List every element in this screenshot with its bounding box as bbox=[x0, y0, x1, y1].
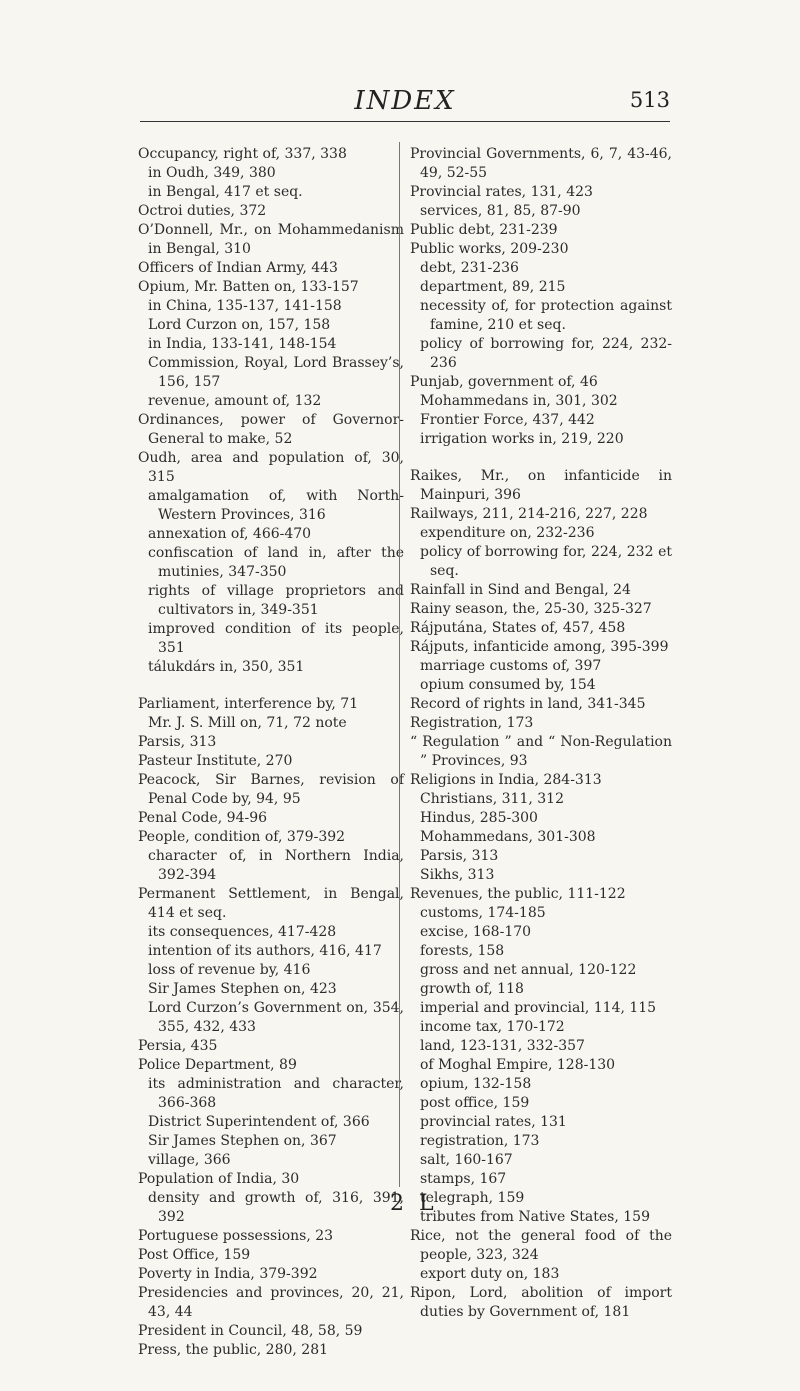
index-subentry: Sir James Stephen on, 423 bbox=[148, 981, 337, 997]
index-entry: Opium, Mr. Batten on, 133-157 bbox=[138, 279, 359, 295]
index-subentry: its administration and character, 366-368 bbox=[148, 1076, 404, 1111]
index-subentry: forests, 158 bbox=[420, 943, 505, 959]
index-subentry: in Bengal, 417 et seq. bbox=[148, 184, 303, 200]
index-entry: President in Council, 48, 58, 59 bbox=[138, 1323, 363, 1339]
index-entry: Occupancy, right of, 337, 338 bbox=[138, 146, 347, 162]
index-entry: Ripon, Lord, abolition of import duties by Government of, 181 bbox=[410, 1285, 672, 1320]
index-subentry: Sir James Stephen on, 367 bbox=[148, 1133, 337, 1149]
index-entry: Revenues, the public, 111-122 bbox=[410, 886, 626, 902]
signature-mark: 2 L bbox=[390, 1191, 438, 1216]
index-entry: People, condition of, 379-392 bbox=[138, 829, 346, 845]
index-subentry: opium consumed by, 154 bbox=[420, 677, 596, 693]
index-subentry: in China, 135-137, 141-158 bbox=[148, 298, 342, 314]
index-entry: Post Office, 159 bbox=[138, 1247, 251, 1263]
index-subentry: policy of borrowing for, 224, 232 et seq. bbox=[420, 544, 672, 579]
index-subentry: improved condition of its people, 351 bbox=[148, 621, 404, 656]
index-column-left bbox=[138, 145, 404, 1360]
index-entry: Peacock, Sir Barnes, revision of Penal Code by, 94, 95 bbox=[138, 772, 404, 807]
index-entry: Poverty in India, 379-392 bbox=[138, 1266, 318, 1282]
index-entry: Oudh, area and population of, 30, 315 bbox=[138, 450, 404, 485]
index-entry: Penal Code, 94-96 bbox=[138, 810, 268, 826]
index-entry: Rainy season, the, 25-30, 325-327 bbox=[410, 601, 652, 617]
index-subentry: opium, 132-158 bbox=[420, 1076, 532, 1092]
index-subentry: Mr. J. S. Mill on, 71, 72 note bbox=[148, 715, 347, 731]
index-subentry: tributes from Native States, 159 bbox=[420, 1209, 650, 1225]
index-entry: Public works, 209-230 bbox=[410, 241, 569, 257]
index-subentry: its consequences, 417-428 bbox=[148, 924, 337, 940]
index-subentry: provincial rates, 131 bbox=[420, 1114, 567, 1130]
index-subentry: customs, 174-185 bbox=[420, 905, 546, 921]
index-entry: O’Donnell, Mr., on Mohammedanism in Bengal, 310 bbox=[138, 222, 404, 257]
index-subentry: stamps, 167 bbox=[420, 1171, 507, 1187]
page-title: INDEX bbox=[354, 86, 456, 116]
index-subentry: land, 123-131, 332-357 bbox=[420, 1038, 585, 1054]
index-entry: Officers of Indian Army, 443 bbox=[138, 260, 338, 276]
index-subentry: rights of village proprietors and cultivators in, 349-351 bbox=[148, 583, 404, 618]
index-subentry: Mohammedans in, 301, 302 bbox=[420, 393, 618, 409]
index-entry: Railways, 211, 214-216, 227, 228 bbox=[410, 506, 648, 522]
index-entry: Rájputána, States of, 457, 458 bbox=[410, 620, 626, 636]
index-subentry: necessity of, for protection against famine, 210 et seq. bbox=[420, 298, 672, 333]
index-entry: Public debt, 231-239 bbox=[410, 222, 558, 238]
index-subentry: growth of, 118 bbox=[420, 981, 524, 997]
index-entry: Octroi duties, 372 bbox=[138, 203, 267, 219]
index-entry: Pasteur Institute, 270 bbox=[138, 753, 293, 769]
index-column-right bbox=[410, 145, 672, 1322]
index-subentry: in Oudh, 349, 380 bbox=[148, 165, 276, 181]
index-subentry: character of, in Northern India, 392-394 bbox=[148, 848, 404, 883]
index-subentry: policy of borrowing for, 224, 232-236 bbox=[420, 336, 672, 371]
index-subentry: debt, 231-236 bbox=[420, 260, 519, 276]
index-entry: Parliament, interference by, 71 bbox=[138, 696, 359, 712]
index-subentry: irrigation works in, 219, 220 bbox=[420, 431, 624, 447]
index-subentry: income tax, 170-172 bbox=[420, 1019, 565, 1035]
index-subentry: village, 366 bbox=[148, 1152, 231, 1168]
index-subentry: telegraph, 159 bbox=[420, 1190, 525, 1206]
index-entry: Provincial Governments, 6, 7, 43-46, 49, 52-55 bbox=[410, 146, 672, 181]
index-subentry: tálukdárs in, 350, 351 bbox=[148, 659, 305, 675]
column-divider bbox=[399, 142, 400, 1187]
index-subentry: annexation of, 466-470 bbox=[148, 526, 312, 542]
index-subentry: gross and net annual, 120-122 bbox=[420, 962, 637, 978]
index-entry: Raikes, Mr., on infanticide in Mainpuri, 396 bbox=[410, 468, 672, 503]
index-subentry: Lord Curzon’s Government on, 354, 355, 432, 433 bbox=[148, 1000, 404, 1035]
index-entry: Parsis, 313 bbox=[138, 734, 217, 750]
index-subentry: post office, 159 bbox=[420, 1095, 530, 1111]
index-subentry: District Superintendent of, 366 bbox=[148, 1114, 370, 1130]
index-entry: Ordinances, power of Governor-General to make, 52 bbox=[138, 412, 404, 447]
page-number: 513 bbox=[629, 88, 670, 112]
index-subentry: Parsis, 313 bbox=[420, 848, 499, 864]
index-subentry: amalgamation of, with North-Western Provinces, 316 bbox=[148, 488, 404, 523]
index-entry: Record of rights in land, 341-345 bbox=[410, 696, 646, 712]
index-entry: Religions in India, 284-313 bbox=[410, 772, 602, 788]
index-subentry: Lord Curzon on, 157, 158 bbox=[148, 317, 331, 333]
index-subentry: salt, 160-167 bbox=[420, 1152, 513, 1168]
index-entry: Registration, 173 bbox=[410, 715, 534, 731]
index-entry: Population of India, 30 bbox=[138, 1171, 300, 1187]
page-header bbox=[140, 86, 670, 118]
index-subentry: Hindus, 285-300 bbox=[420, 810, 538, 826]
index-entry: Rainfall in Sind and Bengal, 24 bbox=[410, 582, 631, 598]
index-subentry: density and growth of, 316, 391, 392 bbox=[148, 1190, 404, 1225]
index-subentry: department, 89, 215 bbox=[420, 279, 566, 295]
index-entry: Portuguese possessions, 23 bbox=[138, 1228, 334, 1244]
index-entry: Rice, not the general food of the people, 323, 324 bbox=[410, 1228, 672, 1263]
index-subentry: intention of its authors, 416, 417 bbox=[148, 943, 382, 959]
index-entry: Punjab, government of, 46 bbox=[410, 374, 598, 390]
index-subentry: in India, 133-141, 148-154 bbox=[148, 336, 337, 352]
index-subentry: loss of revenue by, 416 bbox=[148, 962, 311, 978]
index-entry: “ Regulation ” and “ Non-Regulation ” Provinces, 93 bbox=[410, 734, 672, 769]
header-rule bbox=[140, 121, 670, 122]
index-subentry: services, 81, 85, 87-90 bbox=[420, 203, 581, 219]
index-subentry: export duty on, 183 bbox=[420, 1266, 560, 1282]
index-subentry: marriage customs of, 397 bbox=[420, 658, 602, 674]
index-subentry: Frontier Force, 437, 442 bbox=[420, 412, 595, 428]
index-entry: Provincial rates, 131, 423 bbox=[410, 184, 593, 200]
index-subentry: Commission, Royal, Lord Brassey’s, 156, 157 bbox=[148, 355, 404, 390]
index-entry: Press, the public, 280, 281 bbox=[138, 1342, 329, 1358]
index-subentry: excise, 168-170 bbox=[420, 924, 532, 940]
index-subentry: of Moghal Empire, 128-130 bbox=[420, 1057, 616, 1073]
index-entry: Police Department, 89 bbox=[138, 1057, 297, 1073]
index-entry: Permanent Settlement, in Bengal, 414 et seq. bbox=[138, 886, 404, 921]
index-entry: Presidencies and provinces, 20, 21, 43, 44 bbox=[138, 1285, 404, 1320]
index-entry: Rájputs, infanticide among, 395-399 bbox=[410, 639, 669, 655]
index-subentry: Christians, 311, 312 bbox=[420, 791, 564, 807]
index-entry: Persia, 435 bbox=[138, 1038, 218, 1054]
index-subentry: Mohammedans, 301-308 bbox=[420, 829, 596, 845]
index-subentry: confiscation of land in, after the mutinies, 347-350 bbox=[148, 545, 404, 580]
index-subentry: imperial and provincial, 114, 115 bbox=[420, 1000, 657, 1016]
index-subentry: Sikhs, 313 bbox=[420, 867, 495, 883]
index-subentry: expenditure on, 232-236 bbox=[420, 525, 595, 541]
index-subentry: revenue, amount of, 132 bbox=[148, 393, 322, 409]
index-subentry: registration, 173 bbox=[420, 1133, 540, 1149]
